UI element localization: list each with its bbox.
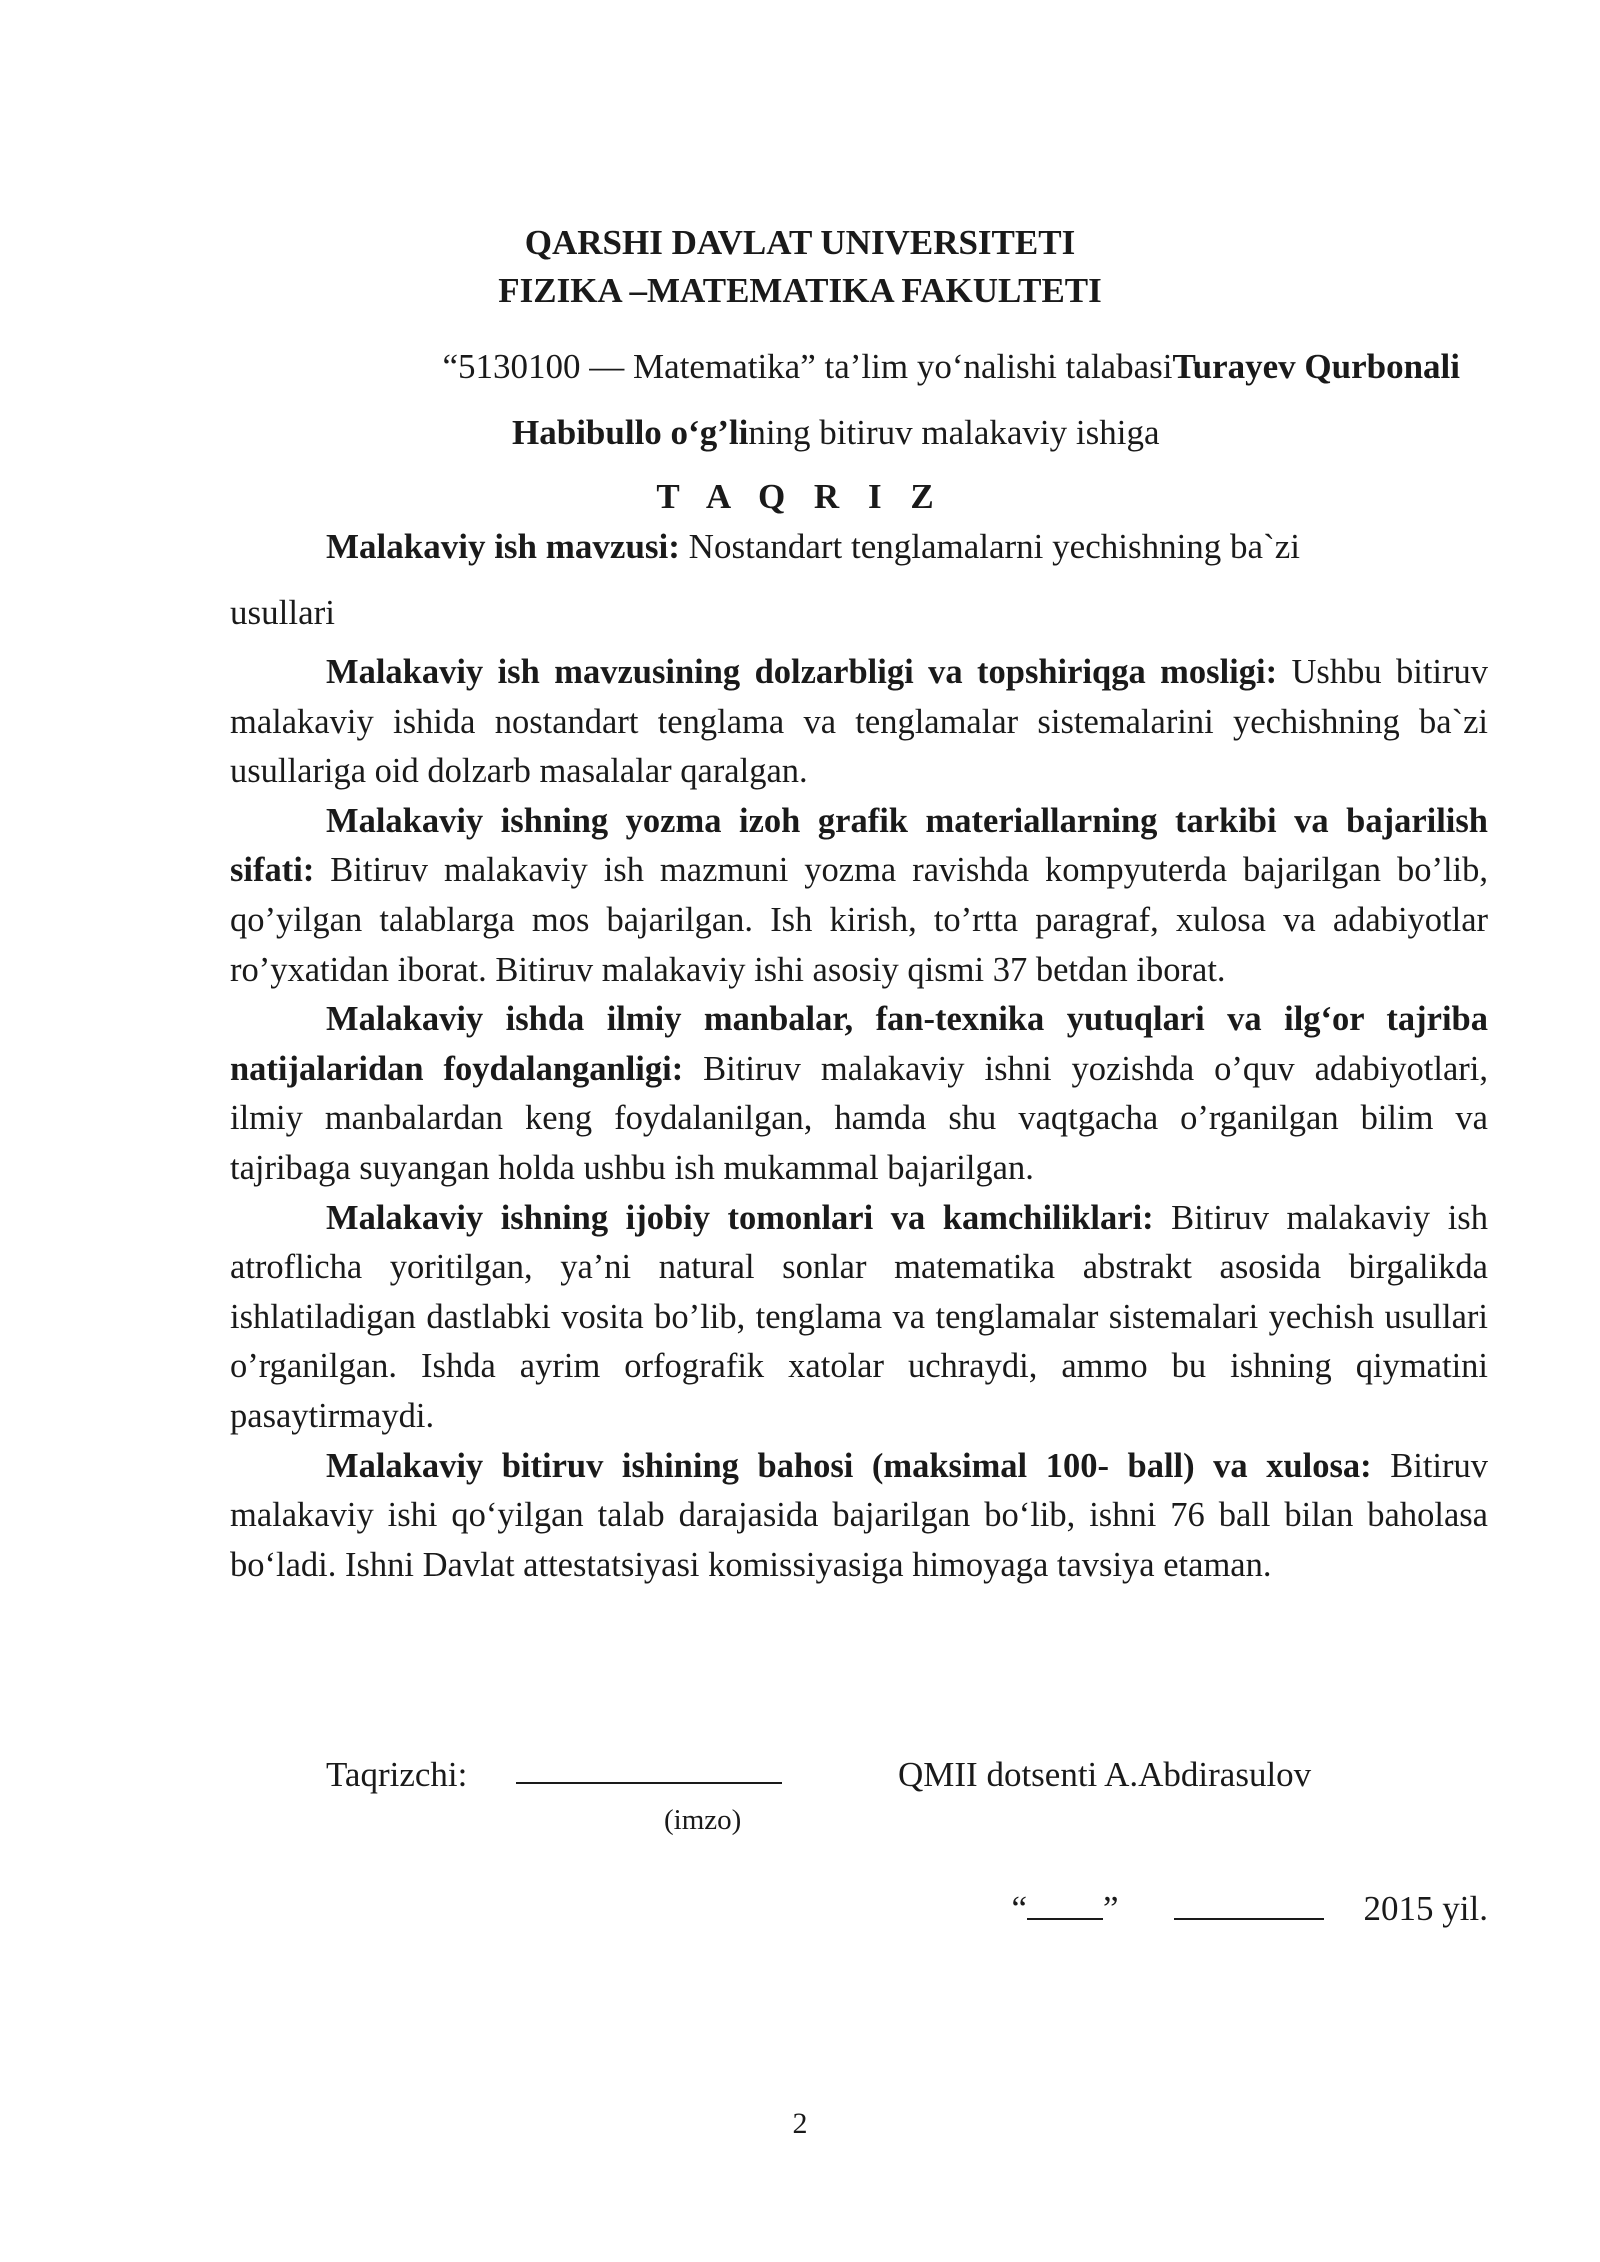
paragraph-relevance <box>230 648 1488 797</box>
date-open-quote: “ <box>1011 1889 1027 1928</box>
review-body <box>230 648 1488 1590</box>
paragraph-sources <box>230 995 1488 1193</box>
month-blank <box>1174 1888 1324 1920</box>
topic-text: Nostandart tenglamalarni yechishning ba`zi <box>679 527 1300 566</box>
sources-text: Bitiruv malakaviy ishni yozishda o’quv adabiyotlari, ilmiy manbalardan keng foydalanilgan, hamda shu vaqtgacha o’rganilgan bilim va tajribaga suyangan holda ushbu ish mukammal bajarilgan. <box>230 1049 1488 1187</box>
date-close-quote: ” <box>1103 1889 1119 1928</box>
reviewer-title: QMII dotsenti A.Abdirasulov <box>898 1755 1312 1794</box>
relevance-label: Malakaviy ish mavzusining dolzarbligi va topshiriqga mosligi: <box>326 653 1278 691</box>
intro-prefix: “5130100 — Matematika” ta’lim yo‘nalishi talabasi <box>442 347 1173 386</box>
topic-continuation: usullari <box>230 593 335 632</box>
pros-text: Bitiruv malakaviy ish atroflicha yoritilgan, ya’ni natural sonlar matematika abstrakt asosida birgalikda ishlatiladigan dastlabki vosita bo’lib, tenglama va tenglamalar sistemalari yechish usullari o’rganilgan. Ishda ayrim orfografik xatolar uchraydi, ammo bu ishning qiymatini pasaytirmaydi. <box>230 1198 1488 1435</box>
student-name-part1: Turayev Qurbonali <box>1172 347 1460 386</box>
year-text: 2015 yil. <box>1363 1889 1488 1928</box>
university-name: QARSHI DAVLAT UNIVERSITETI <box>524 223 1076 262</box>
day-blank <box>1027 1888 1103 1920</box>
signature-caption: (imzo) <box>664 1804 742 1836</box>
intro-line-2 <box>512 408 1160 458</box>
signature-line <box>516 1782 782 1784</box>
reviewer-label: Taqrizchi: <box>326 1755 468 1794</box>
topic-line <box>326 522 1300 572</box>
date-line <box>1011 1884 1488 1934</box>
student-name-part2: Habibullo o‘g’li <box>512 413 749 452</box>
sources-label: Malakaviy ishda ilmiy manbalar, fan-texnika yutuqlari va ilg‘or tajriba natijalaridan foydalanganligi: <box>230 1000 1488 1088</box>
faculty-name: FIZIKA –MATEMATIKA FAKULTETI <box>498 271 1102 310</box>
page-number: 2 <box>792 2107 808 2140</box>
intro-line-1 <box>443 342 1460 392</box>
paragraph-grade <box>230 1442 1488 1591</box>
document-title: T A Q R I Z <box>656 477 944 516</box>
pros-label: Malakaviy ishning ijobiy tomonlari va kamchiliklari: <box>326 1198 1154 1237</box>
intro-suffix: ning bitiruv malakaviy ishiga <box>748 413 1160 452</box>
quality-label: Malakaviy ishning yozma izoh grafik materiallarning tarkibi va bajarilish sifati: <box>230 801 1488 890</box>
grade-label: Malakaviy bitiruv ishining bahosi (maksimal 100- ball) va xulosa: <box>326 1446 1372 1485</box>
paragraph-pros-cons <box>230 1194 1488 1442</box>
relevance-text: Ushbu bitiruv malakaviy ishida nostandart tenglama va tenglamalar sistemalarini yechishning ba`zi usullariga oid dolzarb masalalar qaralgan. <box>230 653 1488 791</box>
quality-text: Bitiruv malakaviy ish mazmuni yozma ravishda kompyuterda bajarilgan bo’lib, qo’yilgan talablarga mos bajarilgan. Ish kirish, to’rtta paragraf, xulosa va adabiyotlar ro’yxatidan iborat. Bitiruv malakaviy ishi asosiy qismi 37 betdan iborat. <box>230 851 1488 989</box>
grade-text: Bitiruv malakaviy ishi qo‘yilgan talab darajasida bajarilgan bo‘lib, ishni 76 ball bilan baholasa bo‘ladi. Ishni Davlat attestatsiyasi komissiyasiga himoyaga tavsiya etaman. <box>230 1446 1488 1584</box>
topic-label: Malakaviy ish mavzusi: <box>326 527 680 566</box>
paragraph-quality <box>230 797 1488 995</box>
